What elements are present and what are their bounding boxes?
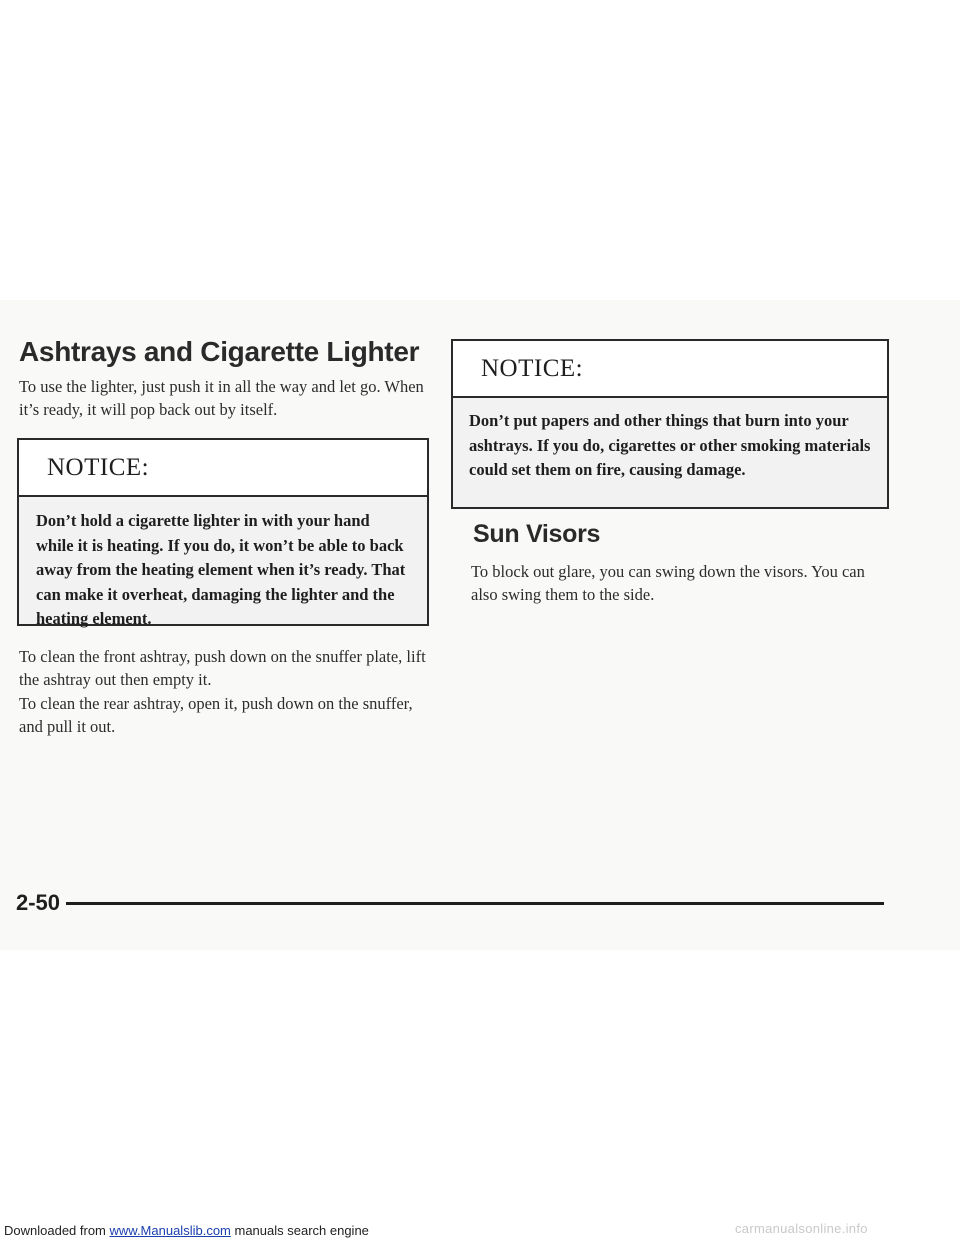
section-heading-ashtrays: Ashtrays and Cigarette Lighter bbox=[19, 336, 420, 367]
front-ashtray-instructions: To clean the front ashtray, push down on the snuffer plate, lift the ashtray out then empty it. bbox=[19, 647, 426, 689]
section-heading-sun-visors: Sun Visors bbox=[473, 520, 601, 548]
download-footer bbox=[4, 1223, 369, 1238]
notice-text: Don’t put papers and other things that burn into your ashtrays. If you do, cigarettes or other smoking materials could set them on fire, causing damage. bbox=[469, 411, 871, 479]
notice-box-lighter bbox=[17, 438, 429, 626]
footer-suffix: manuals search engine bbox=[230, 1223, 369, 1238]
notice-title: NOTICE: bbox=[481, 354, 584, 382]
notice-title: NOTICE: bbox=[47, 453, 150, 481]
sun-visors-instructions: To block out glare, you can swing down the visors. You can also swing them to the side. bbox=[471, 562, 865, 604]
notice-header bbox=[19, 440, 427, 497]
rear-ashtray-instructions: To clean the rear ashtray, open it, push down on the snuffer, and pull it out. bbox=[19, 694, 413, 736]
lighter-instructions: To use the lighter, just push it in all the way and let go. When it’s ready, it will pop back out by itself. bbox=[19, 377, 424, 419]
notice-text: Don’t hold a cigarette lighter in with your hand while it is heating. If you do, it won’t be able to back away from the heating element when it’s ready. That can make it overheat, damaging the lighter and the heating element. bbox=[36, 511, 406, 628]
notice-box-ashtray bbox=[451, 339, 889, 509]
footer-rule bbox=[66, 902, 884, 905]
notice-header bbox=[453, 341, 887, 398]
footer-prefix: Downloaded from bbox=[4, 1223, 110, 1238]
manualslib-link[interactable]: www.Manualslib.com bbox=[109, 1223, 231, 1238]
page-number: 2-50 bbox=[16, 890, 61, 915]
watermark: carmanualsonline.info bbox=[735, 1221, 868, 1236]
